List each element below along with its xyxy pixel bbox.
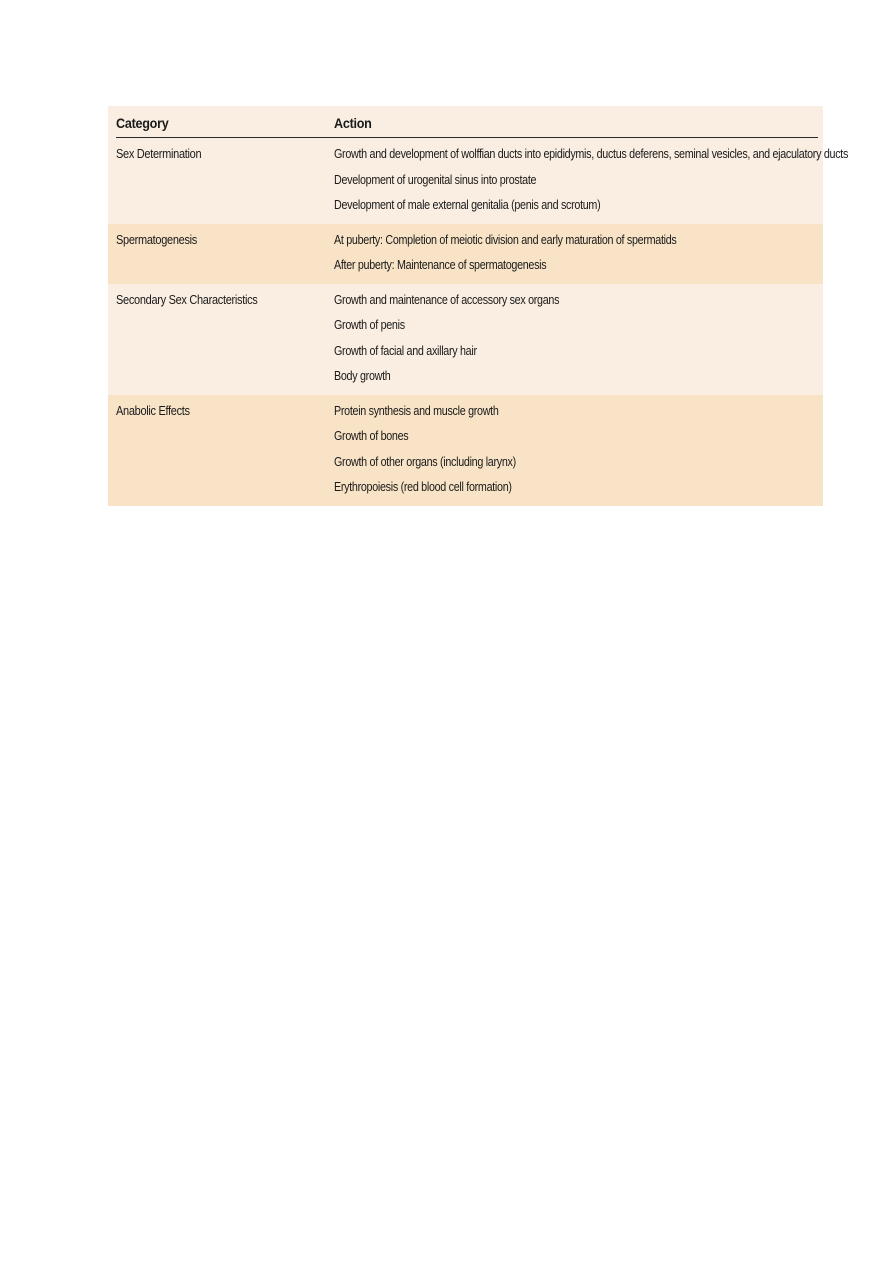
action-list (334, 144, 893, 221)
action-item: At puberty: Completion of meiotic division and early maturation of spermatids (334, 232, 677, 247)
action-item: Protein synthesis and muscle growth (334, 403, 499, 418)
action-list (334, 230, 818, 281)
action-item: Erythropoiesis (red blood cell formation) (334, 480, 512, 494)
action-item: Growth and maintenance of accessory sex organs (334, 292, 560, 307)
table-header-row (116, 106, 818, 138)
action-item: Growth of other organs (including larynx) (334, 454, 516, 469)
category-cell: Spermatogenesis (116, 232, 197, 247)
testosterone-actions-table (108, 106, 849, 506)
action-item: Body growth (334, 369, 391, 383)
category-cell: Sex Determination (116, 147, 202, 161)
column-header-action: Action (334, 115, 372, 131)
category-cell: Secondary Sex Characteristics (116, 292, 258, 307)
action-item: Growth of penis (334, 318, 405, 332)
table-group-spermatogenesis (108, 224, 823, 284)
category-cell: Anabolic Effects (116, 403, 190, 418)
action-item: Growth of bones (334, 429, 409, 443)
table-group-anabolic-effects (108, 395, 823, 506)
table-group-secondary-sex-characteristics (108, 284, 823, 395)
column-header-category: Category (116, 115, 169, 131)
action-list (334, 401, 818, 503)
table-group-sex-determination (108, 138, 849, 224)
action-item: Growth and development of wolffian ducts into epididymis, ductus deferens, seminal vesicles, and ejaculatory ducts (334, 147, 849, 161)
action-item: Development of male external genitalia (penis and scrotum) (334, 198, 601, 212)
action-item: Growth of facial and axillary hair (334, 343, 477, 358)
action-list (334, 290, 818, 392)
action-item: After puberty: Maintenance of spermatogenesis (334, 258, 547, 272)
action-item: Development of urogenital sinus into prostate (334, 172, 537, 187)
